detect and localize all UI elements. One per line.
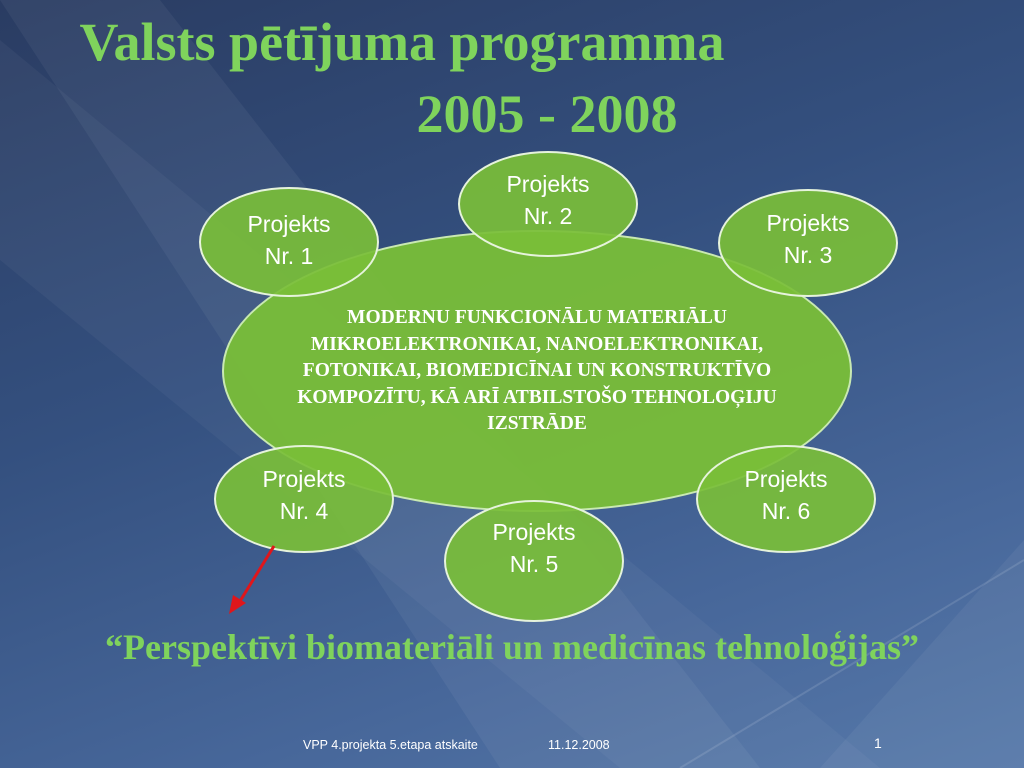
project-6-number: Nr. 6 [761, 498, 811, 524]
project-2-oval [458, 151, 638, 257]
page-number: 1 [874, 735, 882, 751]
project-4-label: Projekts [262, 466, 346, 492]
slide-title-line1: Valsts pētījuma programma [79, 12, 725, 72]
project-2-label: Projekts [506, 171, 590, 197]
footer-date: 11.12.2008 [548, 738, 610, 752]
project-5-label: Projekts [492, 519, 576, 545]
project-1-number: Nr. 1 [264, 243, 314, 269]
program-description: MODERNU FUNKCIONĀLU MATERIĀLU MIKROELEKTRONIKAI, NANOELEKTRONIKAI, FOTONIKAI, BIOMEDICĪNAI UN KONSTRUKTĪVO KOMPOZĪTU, KĀ ARĪ ATBILSTOŠO TEHNOLOĢIJU IZSTRĀDE [297, 307, 777, 434]
project-3-oval [718, 189, 898, 297]
project-6-oval [696, 445, 876, 553]
project-3-label: Projekts [766, 210, 850, 236]
project-5-number: Nr. 5 [509, 551, 559, 577]
project-subtitle: “Perspektīvi biomateriāli un medicīnas tehnoloģijas” [105, 627, 919, 667]
project-3-number: Nr. 3 [783, 242, 833, 268]
project-4-number: Nr. 4 [279, 498, 329, 524]
slide-title-line2: 2005 - 2008 [416, 84, 678, 144]
project-6-label: Projekts [744, 466, 828, 492]
project-4-oval [214, 445, 394, 553]
footer-report-name: VPP 4.projekta 5.etapa atskaite [303, 738, 478, 752]
project-5-oval [444, 500, 624, 622]
project-1-label: Projekts [247, 211, 331, 237]
project-2-number: Nr. 2 [523, 203, 573, 229]
project-1-oval [199, 187, 379, 297]
